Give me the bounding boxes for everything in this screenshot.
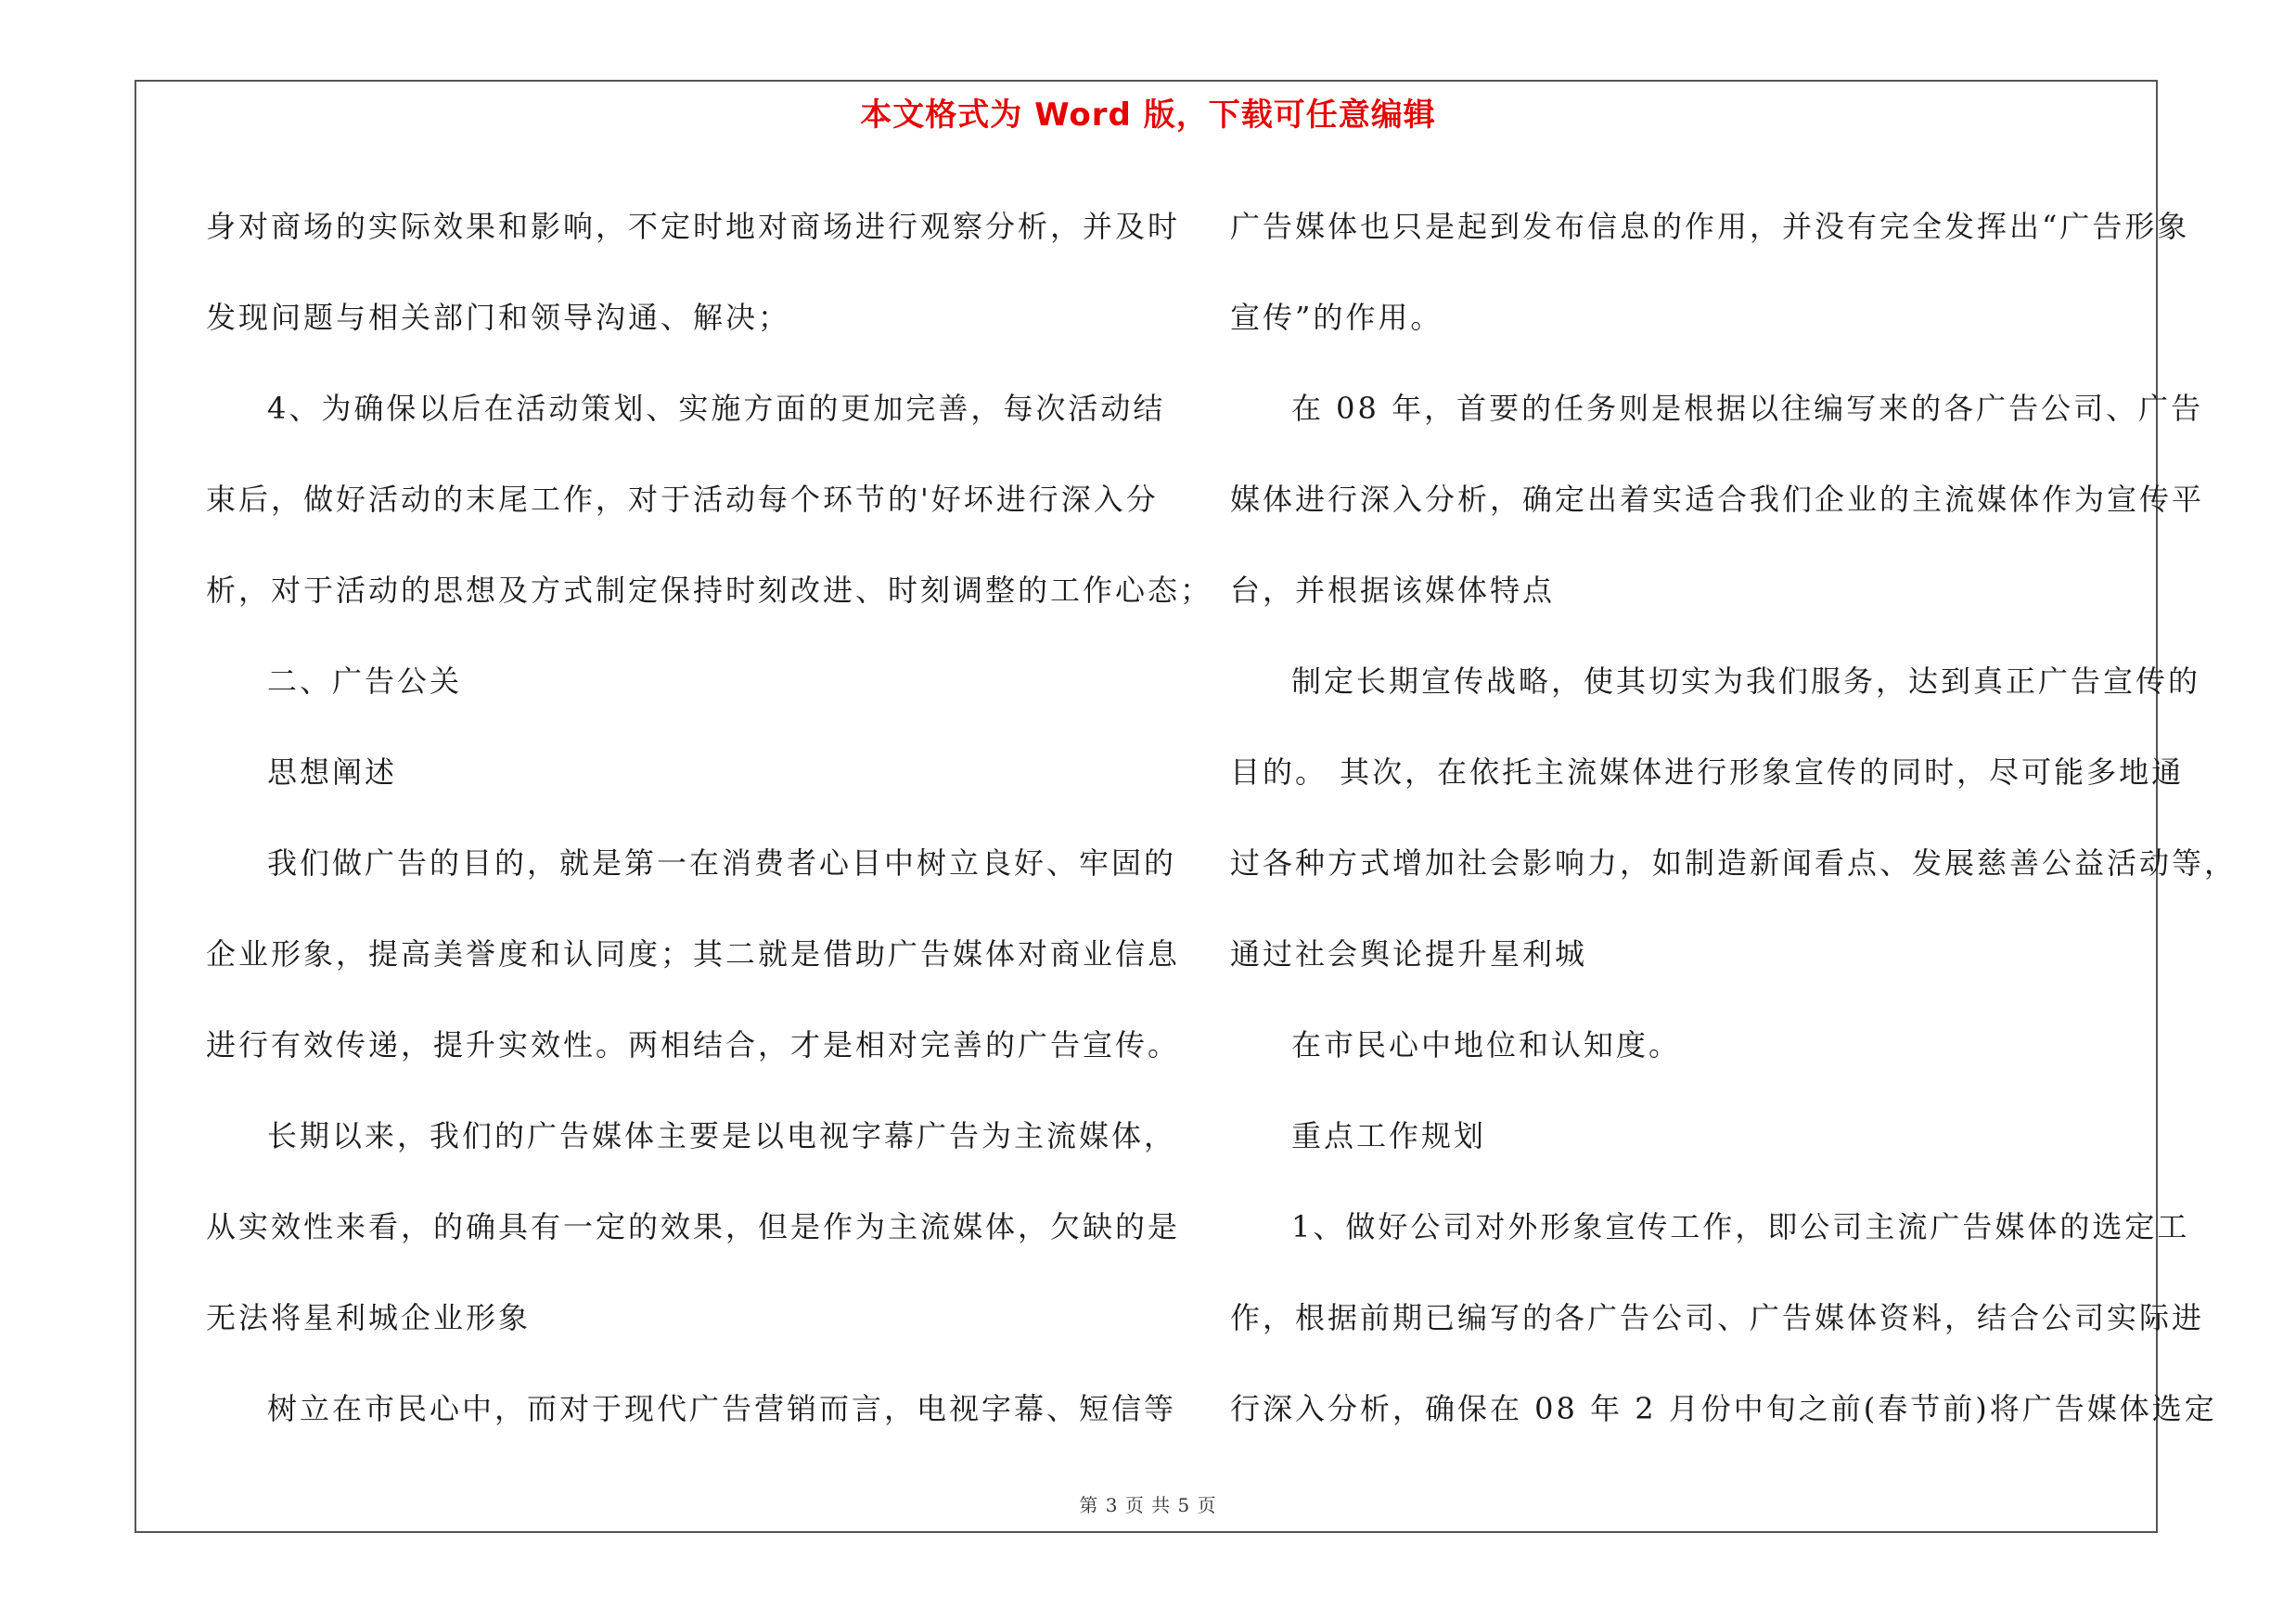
text-line: 广告媒体也只是起到发布信息的作用，并没有完全发挥出“广告形象	[1230, 209, 2190, 244]
text-line: 我们做广告的目的，就是第一在消费者心目中树立良好、牢固的	[267, 845, 1177, 881]
text-line: 树立在市民心中，而对于现代广告营销而言，电视字幕、短信等	[267, 1391, 1177, 1426]
text-line: 台，并根据该媒体特点	[1230, 573, 1556, 608]
text-line: 从实效性来看，的确具有一定的效果，但是作为主流媒体，欠缺的是	[206, 1209, 1181, 1244]
text-line: 过各种方式增加社会影响力，如制造新闻看点、发展慈善公益活动等，	[1230, 845, 2238, 881]
header-banner: 本文格式为 Word 版，下载可任意编辑	[860, 97, 1436, 134]
text-line: 长期以来，我们的广告媒体主要是以电视字幕广告为主流媒体，	[267, 1118, 1177, 1153]
text-line: 无法将星利城企业形象	[206, 1300, 532, 1335]
text-line: 目的。 其次，在依托主流媒体进行形象宣传的同时，尽可能多地通	[1230, 754, 2185, 790]
text-line: 在 08 年，首要的任务则是根据以往编写来的各广告公司、广告	[1291, 391, 2204, 426]
text-line: 企业形象，提高美誉度和认同度；其二就是借助广告媒体对商业信息	[206, 936, 1181, 972]
text-line: 束后，做好活动的末尾工作，对于活动每个环节的'好坏进行深入分	[206, 482, 1159, 517]
text-line: 进行有效传递，提升实效性。两相结合，才是相对完善的广告宣传。	[206, 1027, 1181, 1063]
text-line: 通过社会舆论提升星利城	[1230, 936, 1588, 972]
text-line: 1、做好公司对外形象宣传工作，即公司主流广告媒体的选定工	[1291, 1209, 2190, 1244]
page-footer: 第 3 页 共 5 页	[1079, 1494, 1217, 1516]
text-line: 思想阐述	[267, 754, 398, 790]
text-line: 媒体进行深入分析，确定出着实适合我们企业的主流媒体作为宣传平	[1230, 482, 2205, 517]
text-line: 发现问题与相关部门和领导沟通、解决；	[206, 300, 791, 335]
text-line: 重点工作规划	[1291, 1118, 1487, 1153]
text-line: 在市民心中地位和认知度。	[1291, 1027, 1682, 1063]
text-line: 制定长期宣传战略，使其切实为我们服务，达到真正广告宣传的	[1291, 663, 2201, 699]
text-line: 行深入分析，确保在 08 年 2 月份中旬之前(春节前)将广告媒体选定	[1230, 1391, 2217, 1426]
text-line: 身对商场的实际效果和影响，不定时地对商场进行观察分析，并及时	[206, 209, 1181, 244]
text-line: 宣传”的作用。	[1230, 300, 1443, 335]
text-line: 析，对于活动的思想及方式制定保持时刻改进、时刻调整的工作心态；	[206, 573, 1213, 608]
right-column	[1230, 181, 2238, 1454]
text-line: 4、为确保以后在活动策划、实施方面的更加完善，每次活动结	[267, 391, 1166, 426]
text-line: 二、广告公关	[267, 663, 463, 699]
text-line: 作，根据前期已编写的各广告公司、广告媒体资料，结合公司实际进	[1230, 1300, 2205, 1335]
left-column	[206, 181, 1213, 1454]
